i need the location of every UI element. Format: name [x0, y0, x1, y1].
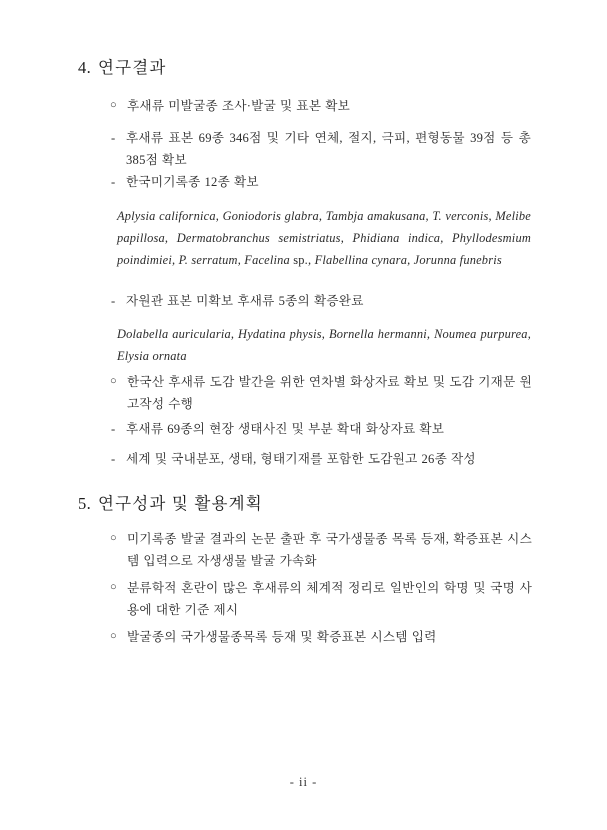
- list-item: [111, 128, 531, 171]
- species-names-part2: , Flabellina cynara, Jorunna funebris: [307, 253, 502, 268]
- section-research-results: [78, 57, 538, 79]
- list-item: [110, 372, 532, 415]
- species-list-paragraph: [117, 205, 531, 271]
- section-number-4: 4.: [78, 58, 92, 77]
- list-item-label: 한국미기록종 12종 확보: [126, 175, 259, 189]
- list-item-label: 발굴종의 국가생물종목록 등재 및 확증표본 시스템 입력: [127, 630, 437, 644]
- list-item: [111, 449, 531, 471]
- list-item-label: 후새류 미발굴종 조사·발굴 및 표본 확보: [127, 99, 351, 113]
- dash-bullet-icon: -: [111, 422, 116, 436]
- dash-bullet-icon: -: [111, 294, 116, 308]
- list-item: [111, 419, 531, 441]
- list-item-label: 한국산 후새류 도감 발간을 위한 연차별 화상자료 확보 및 도감 기재문 원고작성 수행: [127, 375, 532, 411]
- section-number-5: 5.: [78, 494, 92, 513]
- list-item: [110, 627, 532, 649]
- dash-bullet-icon: -: [111, 452, 116, 466]
- list-item: [110, 96, 532, 118]
- circle-bullet-icon: ○: [110, 375, 117, 387]
- circle-bullet-icon: ○: [110, 581, 117, 593]
- dash-bullet-icon: -: [111, 131, 116, 145]
- circle-bullet-icon: ○: [110, 630, 117, 642]
- section-title-4: 연구결과: [98, 58, 167, 77]
- section-heading-4: [78, 57, 538, 79]
- list-item-label: 분류학적 혼란이 많은 후새류의 체계적 정리로 일반인의 학명 및 국명 사용에 대한 기준 제시: [127, 581, 532, 617]
- section-outcomes-and-plans: [78, 493, 538, 515]
- species-names-part1: Dolabella auricularia, Hydatina physis, Bornella hermanni, Noumea purpurea, Elysia ornata: [117, 327, 531, 364]
- list-item-label: 미기록종 발굴 결과의 논문 출판 후 국가생물종 목록 등재, 확증표본 시스템 입력으로 자생생물 발굴 가속화: [127, 532, 532, 568]
- page-number-footer: - ii -: [289, 775, 318, 789]
- list-item: [110, 578, 532, 621]
- list-item: [111, 172, 531, 194]
- species-abbrev-sp: sp.: [293, 253, 308, 268]
- list-item-label: 후새류 69종의 현장 생태사진 및 부분 확대 화상자료 확보: [126, 422, 445, 436]
- species-list-paragraph: [117, 323, 531, 367]
- section-title-5: 연구성과 및 활용계획: [98, 494, 263, 513]
- list-item-label: 세계 및 국내분포, 생태, 형태기재를 포함한 도감원고 26종 작성: [126, 452, 476, 466]
- circle-bullet-icon: ○: [110, 99, 117, 111]
- list-item-label: 자원관 표본 미확보 후새류 5종의 확증완료: [126, 294, 364, 308]
- list-item: [110, 529, 532, 572]
- section-heading-5: [78, 493, 538, 515]
- dash-bullet-icon: -: [111, 175, 116, 189]
- species-names-part1: Aplysia californica, Goniodoris glabra, Tambja amakusana, T. verconis, Melibe papillosa, Dermatobranchus semistriatus, Phidiana indica, Phyllodesmium poindimiei, P. serratum, Facelina: [117, 209, 531, 268]
- circle-bullet-icon: ○: [110, 532, 117, 544]
- list-item: [111, 291, 531, 313]
- list-item-label: 후새류 표본 69종 346점 및 기타 연체, 절지, 극피, 편형동물 39점 등 총 385점 확보: [126, 131, 531, 167]
